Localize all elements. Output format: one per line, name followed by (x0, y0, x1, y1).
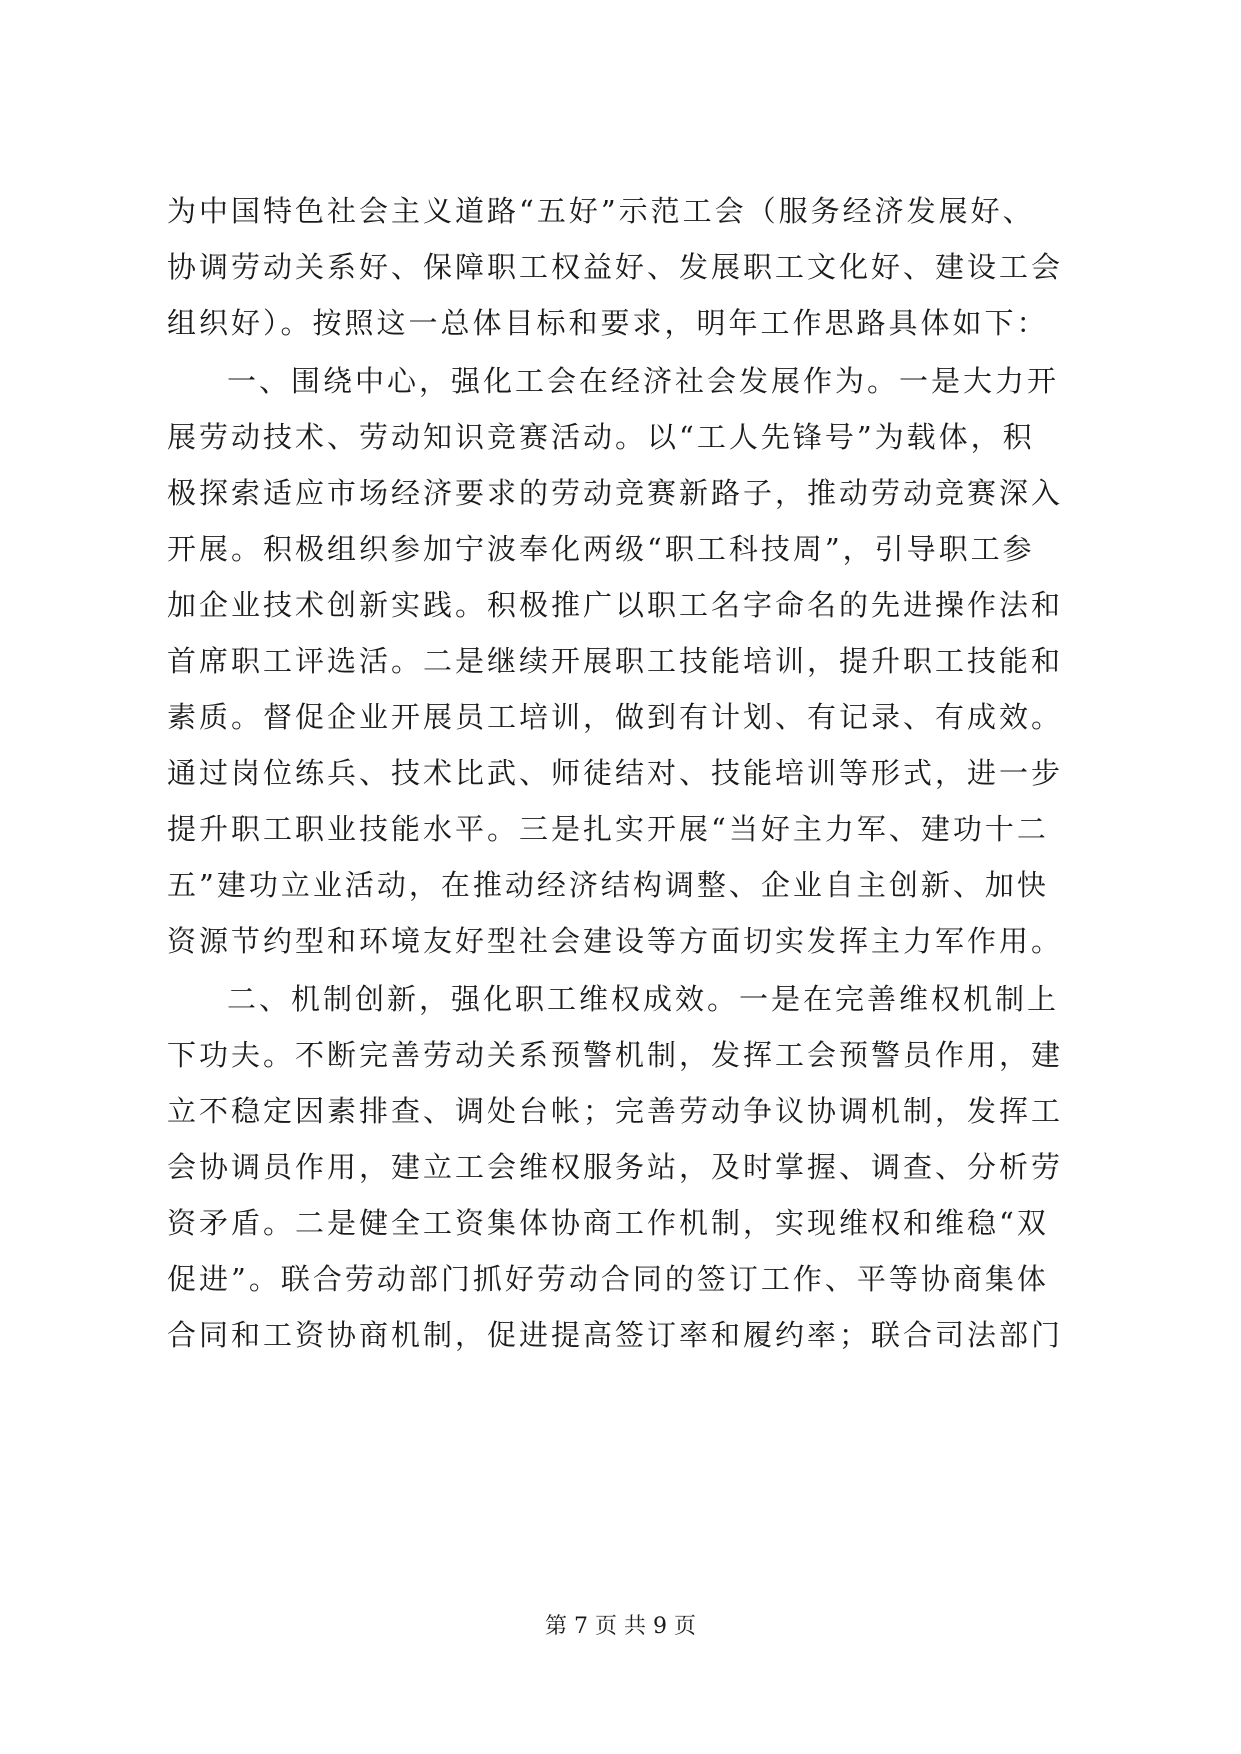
paragraph-line: 立不稳定因素排查、调处台帐；完善劳动争议协调机制，发挥工 (167, 1094, 1064, 1128)
paragraph-line: 资矛盾。二是健全工资集体协商工作机制，实现维权和维稳“双 (167, 1206, 1049, 1240)
paragraph-line: 一、围绕中心，强化工会在经济社会发展作为。一是大力开 (227, 364, 1060, 398)
page-number-footer: 第 7 页 共 9 页 (545, 1614, 696, 1639)
paragraph-line: 五”建功立业活动，在推动经济结构调整、企业自主创新、加快 (167, 868, 1049, 902)
paragraph-line: 通过岗位练兵、技术比武、师徒结对、技能培训等形式，进一步 (167, 756, 1064, 790)
paragraph-line: 协调劳动关系好、保障职工权益好、发展职工文化好、建设工会 (167, 250, 1064, 284)
paragraph-line: 为中国特色社会主义道路“五好”示范工会（服务经济发展好、 (167, 194, 1035, 228)
paragraph-line: 会协调员作用，建立工会维权服务站，及时掌握、调查、分析劳 (167, 1150, 1064, 1184)
paragraph-line: 合同和工资协商机制，促进提高签订率和履约率；联合司法部门 (167, 1318, 1064, 1352)
paragraph-line: 组织好）。按照这一总体目标和要求，明年工作思路具体如下： (167, 306, 1049, 340)
paragraph-line: 资源节约型和环境友好型社会建设等方面切实发挥主力军作用。 (167, 924, 1064, 958)
paragraph-line: 展劳动技术、劳动知识竞赛活动。以“工人先锋号”为载体，积 (167, 420, 1035, 454)
paragraph-line: 开展。积极组织参加宁波奉化两级“职工科技周”，引导职工参 (167, 532, 1035, 566)
paragraph-line: 二、机制创新，强化职工维权成效。一是在完善维权机制上 (227, 982, 1060, 1016)
paragraph-line: 促进”。联合劳动部门抓好劳动合同的签订工作、平等协商集体 (167, 1262, 1049, 1296)
paragraph-line: 极探索适应市场经济要求的劳动竞赛新路子，推动劳动竞赛深入 (167, 476, 1064, 510)
paragraph-line: 提升职工职业技能水平。三是扎实开展“当好主力军、建功十二 (167, 812, 1049, 846)
paragraph-line: 加企业技术创新实践。积极推广以职工名字命名的先进操作法和 (167, 588, 1064, 622)
paragraph-line: 下功夫。不断完善劳动关系预警机制，发挥工会预警员作用，建 (167, 1038, 1064, 1072)
paragraph-line: 首席职工评选活。二是继续开展职工技能培训，提升职工技能和 (167, 644, 1064, 678)
paragraph-line: 素质。督促企业开展员工培训，做到有计划、有记录、有成效。 (167, 700, 1064, 734)
